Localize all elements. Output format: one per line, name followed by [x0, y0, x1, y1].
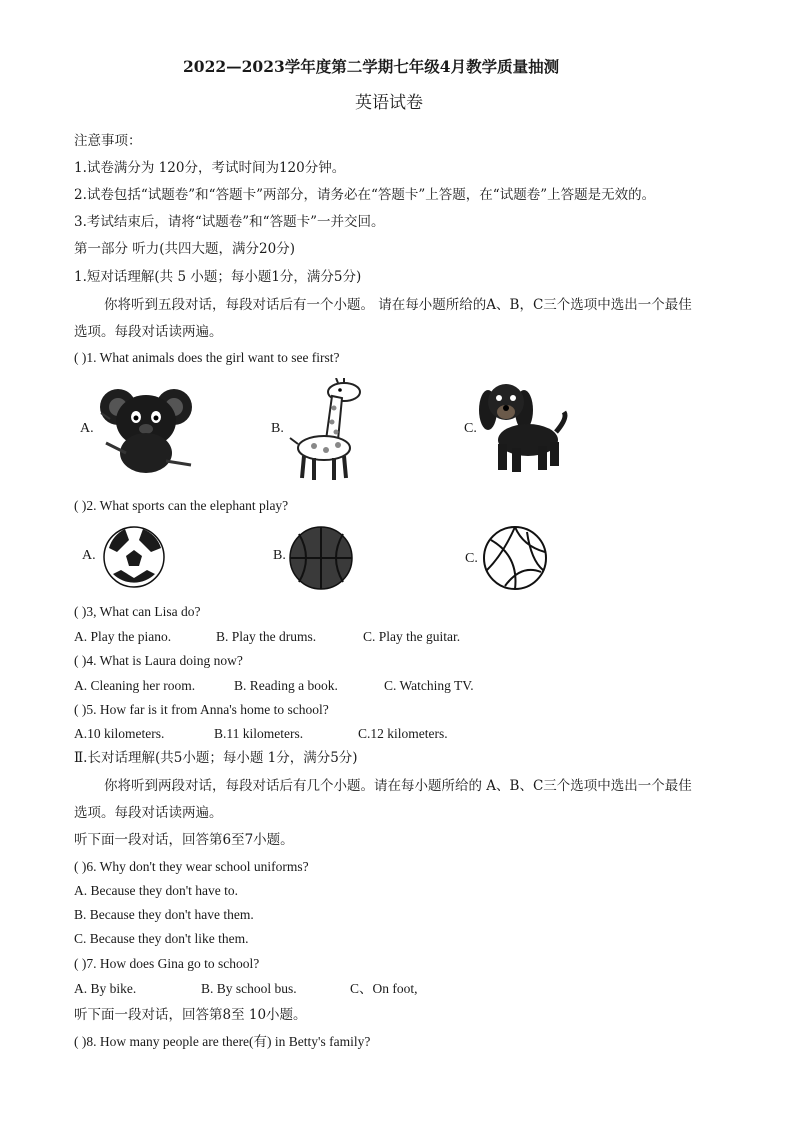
basketball-picture: [289, 526, 353, 590]
volleyball-picture: [483, 526, 547, 590]
question-1: ( )1. What animals does the girl want to see first?: [74, 350, 340, 365]
part1-heading: 第一部分 听力(共四大题，满分20分): [74, 241, 296, 257]
note-item: 2.试卷包括“试题卷”和“答题卡”两部分，请务必在“答题卡”上答题，在“试题卷”上答题是无效的。: [74, 187, 656, 203]
option-c: C. Because they don't like them.: [74, 931, 249, 946]
option-a: A. Cleaning her room.: [74, 678, 196, 693]
section1-heading: 1.短对话理解(共 5 小题；每小题1分，满分5分): [74, 269, 362, 285]
option-c: C.12 kilometers.: [358, 726, 448, 741]
question-2: ( )2. What sports can the elephant play?: [74, 498, 289, 513]
question-7: ( )7. How does Gina go to school?: [74, 956, 260, 971]
question-6: ( )6. Why don't they wear school uniforms?: [74, 859, 309, 874]
option-c: C、On foot,: [350, 981, 418, 996]
option-b: B. Play the drums.: [216, 629, 317, 644]
section2-instruction-cont: 选项。每段对话读两遍。: [74, 805, 223, 821]
dialogue-lead: 听下面一段对话，回答第6至7小题。: [74, 832, 294, 848]
question-4: ( )4. What is Laura doing now?: [74, 653, 243, 668]
koala-picture: [96, 383, 196, 475]
dialogue-lead: 听下面一段对话，回答第8至 10小题。: [74, 1007, 307, 1023]
option-b: B. Because they don't have them.: [74, 907, 254, 922]
option-c: C. Watching TV.: [384, 678, 474, 693]
dog-picture: [478, 378, 568, 476]
option-a: A.10 kilometers.: [74, 726, 165, 741]
option-b: B.11 kilometers.: [214, 726, 304, 741]
section2-instruction: 你将听到两段对话，每段对话后有几个小题。请在每小题所给的 A、B、C三个选项中选出一个最佳: [104, 778, 692, 794]
option-a: A. By bike.: [74, 981, 137, 996]
question-8: ( )8. How many people are there(有) in Betty's family?: [74, 1034, 371, 1049]
note-item: 3.考试结束后，请将“试题卷”和“答题卡”一并交回。: [74, 214, 385, 230]
section1-instruction: 你将听到五段对话，每段对话后有一个小题。 请在每小题所给的A、B，C三个选项中选出一个最佳: [104, 297, 692, 313]
option-a: A. Play the piano.: [74, 629, 172, 644]
soccer-ball-picture: [103, 526, 165, 588]
exam-subtitle: 英语试卷: [355, 93, 423, 113]
option-c-label: C.: [464, 421, 477, 436]
option-b: B. Reading a book.: [234, 678, 338, 693]
option-a-label: A.: [80, 421, 94, 436]
section1-instruction-cont: 选项。每段对话读两遍。: [74, 324, 223, 340]
exam-title: 2022—2023学年度第二学期七年级4月教学质量抽测: [183, 57, 560, 76]
option-b-label: B.: [271, 421, 284, 436]
option-c: C. Play the guitar.: [363, 629, 461, 644]
option-b-label: B.: [273, 548, 286, 563]
note-item: 1.试卷满分为 120分，考试时间为120分钟。: [74, 160, 346, 176]
notes-heading: 注意事项：: [74, 133, 142, 149]
option-b: B. By school bus.: [201, 981, 297, 996]
option-a: A. Because they don't have to.: [74, 883, 239, 898]
option-c-label: C.: [465, 551, 478, 566]
question-3: ( )3, What can Lisa do?: [74, 604, 201, 619]
question-5: ( )5. How far is it from Anna's home to school?: [74, 702, 329, 717]
giraffe-picture: [286, 378, 374, 484]
section2-heading: Ⅱ.长对话理解(共5小题；每小题 1分，满分5分): [74, 750, 358, 766]
option-a-label: A.: [82, 548, 96, 563]
